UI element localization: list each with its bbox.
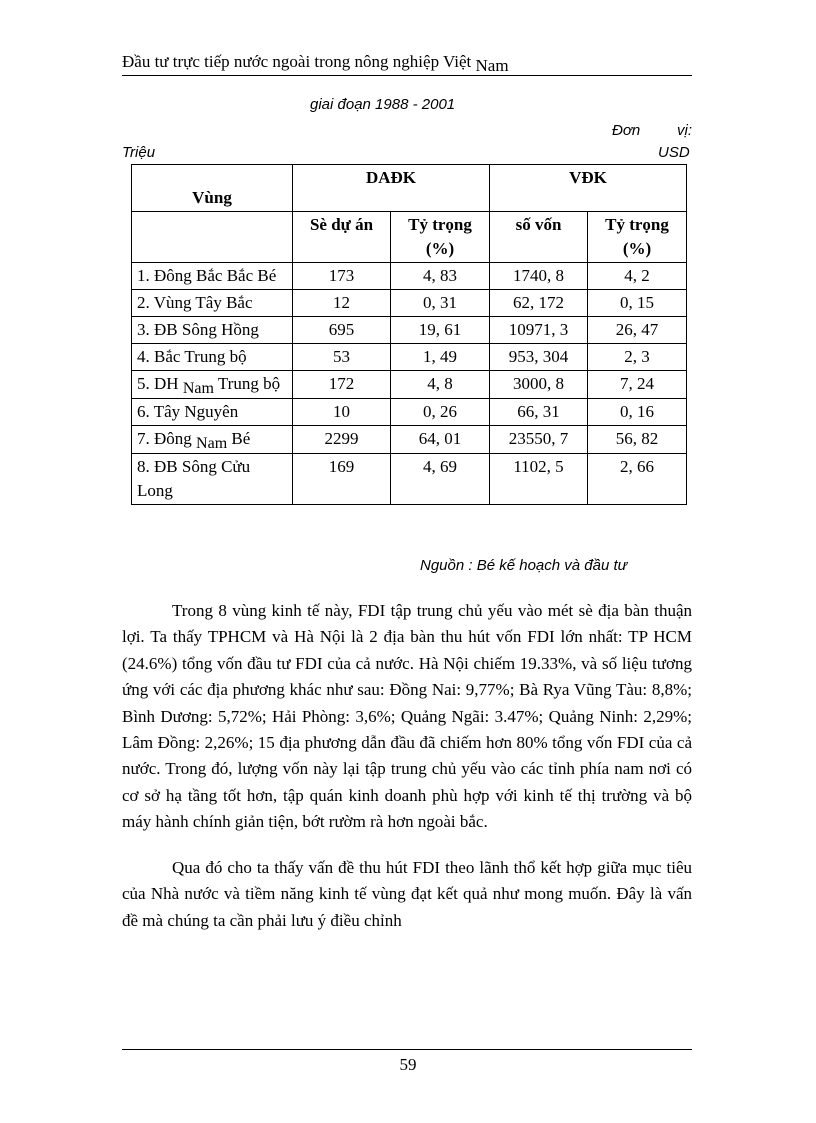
row-region: 6. Tây Nguyên bbox=[132, 399, 293, 426]
footer-rule bbox=[122, 1049, 692, 1050]
row-capital: 3000, 8 bbox=[490, 371, 588, 399]
row-capital: 23550, 7 bbox=[490, 426, 588, 454]
running-header bbox=[122, 50, 692, 74]
row-region: 2. Vùng Tây Bắc bbox=[132, 290, 293, 317]
row-share-capital: 26, 47 bbox=[588, 317, 687, 344]
header-group-vdk: VĐK bbox=[490, 165, 687, 212]
row-region-part: Trung bộ bbox=[217, 374, 281, 393]
fdi-region-table bbox=[131, 164, 687, 505]
body-paragraph: Trong 8 vùng kinh tế này, FDI tập trung chủ yếu vào mét sè địa bàn thuận lợi. Ta thấy TPHCM và Hà Nội là 2 địa bàn thu hút vốn FDI lớn nhất: TP HCM (24.6%) tổng vốn đầu tư FDI của cả nước. Hà Nội chiếm 19.33%, và số liệu tương ứng với các địa phương khác như sau: Đồng Nai: 9,77%; Bà Rya Vũng Tàu: 8,8%; Bình Dương: 5,72%; Hải Phòng: 3,6%; Quảng Ngãi: 3.47%; Quảng Ninh: 2,29%; Lâm Đồng: 2,26%; 15 địa phương dẫn đầu đã chiếm hơn 80% tổng vốn FDI của cả nước. Trong đó, lượng vốn này lại tập trung chủ yếu vào các tỉnh phía nam nơi có cơ sở hạ tầng tốt hơn, tập quán kinh doanh phù hợp với kinh tế thị trường và bộ máy hành chính giản tiện, bớt rườm rà hơn ngoài bắc. bbox=[122, 601, 692, 832]
row-region-part: 5. DH bbox=[137, 374, 179, 393]
row-capital: 1102, 5 bbox=[490, 454, 588, 505]
row-capital: 62, 172 bbox=[490, 290, 588, 317]
header-share-capital: Tỷ trọng (%) bbox=[588, 212, 687, 263]
unit-don: Đơn bbox=[612, 122, 641, 139]
table-row bbox=[132, 263, 687, 290]
row-share-projects: 4, 69 bbox=[391, 454, 490, 505]
row-share-capital: 4, 2 bbox=[588, 263, 687, 290]
table-row bbox=[132, 317, 687, 344]
row-share-capital: 2, 66 bbox=[588, 454, 687, 505]
unit-vi: vị: bbox=[677, 122, 692, 139]
row-projects: 12 bbox=[293, 290, 391, 317]
table-subheader-row bbox=[132, 212, 687, 263]
row-projects: 172 bbox=[293, 371, 391, 399]
row-capital: 10971, 3 bbox=[490, 317, 588, 344]
table-row bbox=[132, 290, 687, 317]
header-region: Vùng bbox=[132, 165, 293, 212]
row-projects: 169 bbox=[293, 454, 391, 505]
row-region: 3. ĐB Sông Hồng bbox=[132, 317, 293, 344]
header-share-projects bbox=[391, 212, 490, 263]
row-share-projects: 64, 01 bbox=[391, 426, 490, 454]
header-capital: số vốn bbox=[490, 212, 588, 263]
header-title: Đầu tư trực tiếp nước ngoài trong nông nghiệp Việt bbox=[122, 52, 472, 71]
row-share-capital: 56, 82 bbox=[588, 426, 687, 454]
row-region: 4. Bắc Trung bộ bbox=[132, 344, 293, 371]
row-region-sub: Nam bbox=[182, 380, 214, 397]
header-rule bbox=[122, 75, 692, 76]
row-projects: 173 bbox=[293, 263, 391, 290]
row-projects: 53 bbox=[293, 344, 391, 371]
body-paragraph: Qua đó cho ta thấy vấn đề thu hút FDI theo lãnh thổ kết hợp giữa mục tiêu của Nhà nước và tiềm năng kinh tế vùng đạt kết quả như mong muốn. Đây là vấn đề mà chúng ta cần phải lưu ý điều chỉnh bbox=[122, 858, 692, 930]
header-group-daddk: DAĐK bbox=[293, 165, 490, 212]
unit-label-right bbox=[612, 122, 692, 139]
row-share-projects: 1, 49 bbox=[391, 344, 490, 371]
header-share-projects-label: Tỷ trọng (%) bbox=[408, 215, 472, 258]
row-region bbox=[132, 371, 293, 399]
row-projects: 10 bbox=[293, 399, 391, 426]
header-projects: Sè dự án bbox=[293, 212, 391, 263]
row-capital: 953, 304 bbox=[490, 344, 588, 371]
row-region: 8. ĐB Sông Cửu Long bbox=[132, 454, 293, 505]
row-share-capital: 0, 16 bbox=[588, 399, 687, 426]
row-share-capital: 2, 3 bbox=[588, 344, 687, 371]
row-region bbox=[132, 426, 293, 454]
table-row bbox=[132, 344, 687, 371]
page-number: 59 bbox=[399, 1055, 417, 1074]
row-share-projects: 0, 26 bbox=[391, 399, 490, 426]
table-row bbox=[132, 399, 687, 426]
header-title-sub: Nam bbox=[475, 56, 509, 75]
table-header-row bbox=[132, 165, 687, 212]
table-row bbox=[132, 426, 687, 454]
row-projects: 2299 bbox=[293, 426, 391, 454]
row-share-capital: 0, 15 bbox=[588, 290, 687, 317]
table-source: Nguồn : Bé kế hoạch và đầu tư bbox=[420, 557, 628, 574]
row-share-projects: 19, 61 bbox=[391, 317, 490, 344]
unit-trieu: Triệu bbox=[122, 144, 156, 161]
row-region: 1. Đông Bắc Bắc Bé bbox=[132, 263, 293, 290]
row-region-sub: Nam bbox=[196, 435, 228, 452]
header-empty bbox=[132, 212, 293, 263]
row-share-capital: 7, 24 bbox=[588, 371, 687, 399]
row-share-projects: 4, 8 bbox=[391, 371, 490, 399]
row-capital: 1740, 8 bbox=[490, 263, 588, 290]
table-row bbox=[132, 454, 687, 505]
row-share-projects: 0, 31 bbox=[391, 290, 490, 317]
unit-usd: USD bbox=[658, 144, 690, 161]
row-region-part: Bé bbox=[231, 429, 251, 448]
row-region-part: 7. Đông bbox=[137, 429, 192, 448]
row-projects: 695 bbox=[293, 317, 391, 344]
row-capital: 66, 31 bbox=[490, 399, 588, 426]
row-share-projects: 4, 83 bbox=[391, 263, 490, 290]
table-row bbox=[132, 371, 687, 399]
table-caption: giai đoạn 1988 - 2001 bbox=[310, 96, 456, 113]
